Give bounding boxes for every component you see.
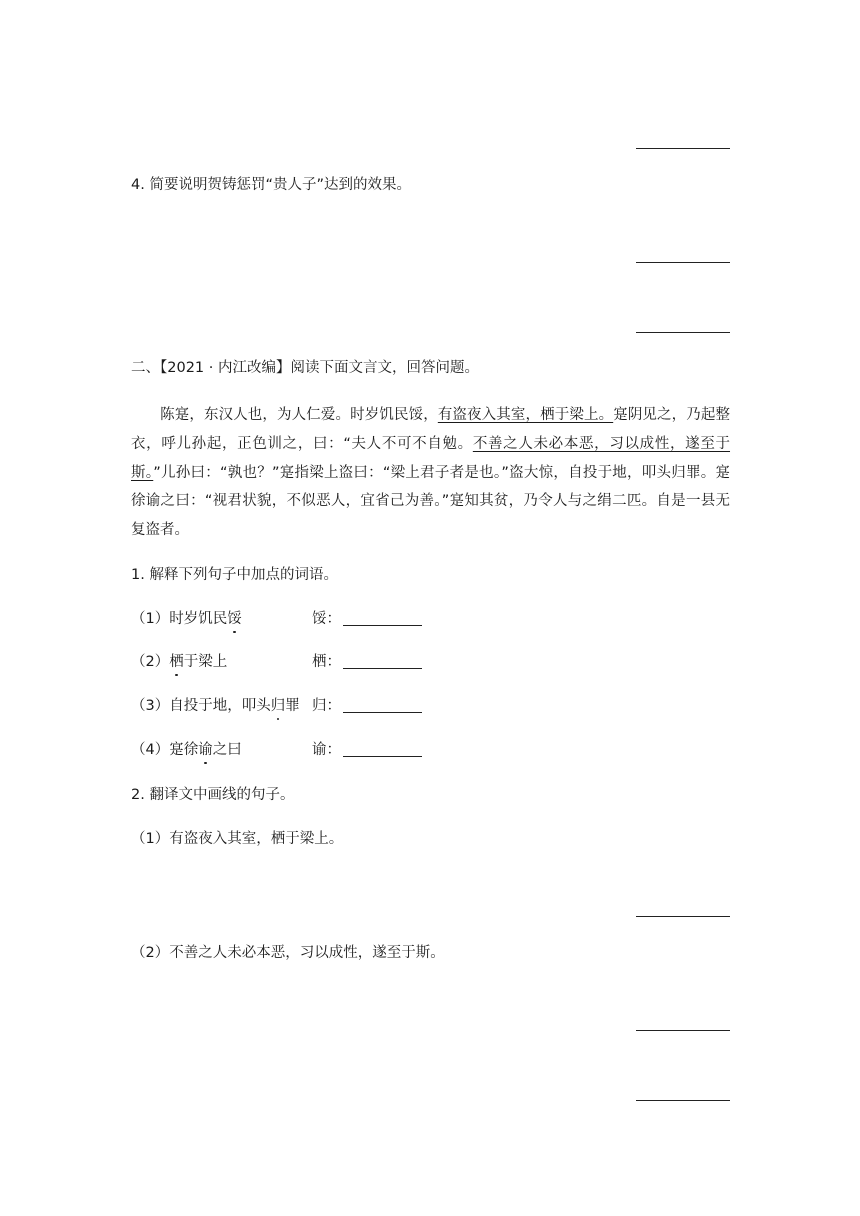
question-1-prompt: 1. 解释下列句子中加点的词语。	[131, 567, 338, 583]
vocab-item: （3）自投于地，叩头归罪	[131, 698, 300, 714]
vocab-item: （4）寔徐谕之曰	[131, 742, 242, 758]
vocab-item: （2）栖于梁上	[131, 654, 228, 670]
fill-blank[interactable]	[343, 712, 422, 713]
vocab-key: 栖：	[312, 654, 341, 670]
answer-line[interactable]	[636, 332, 730, 333]
fill-blank[interactable]	[343, 756, 422, 757]
fill-blank[interactable]	[343, 625, 422, 626]
passage-text: 寔阴见之，乃起整衣，呼儿孙起，正色训之，曰：“夫人不可不自勉。	[131, 407, 731, 452]
translate-item-1: （1）有盗夜入其室，栖于梁上。	[131, 831, 344, 847]
underlined-sentence-2: 不善之人未必本恶，习以成性，遂至于斯。	[131, 435, 731, 481]
dotted-char: 栖	[169, 654, 184, 670]
vocab-key: 馁：	[312, 611, 341, 627]
section-2-heading: 二、【2021 · 内江改编】阅读下面文言文，回答问题。	[131, 360, 479, 376]
answer-line[interactable]	[636, 916, 730, 917]
underlined-sentence-1: 有盗夜入其室，栖于梁上。	[437, 407, 614, 423]
vocab-item: （1）时岁饥民馁	[131, 611, 242, 627]
vocab-key: 归：	[312, 698, 341, 714]
dotted-char: 馁	[227, 611, 242, 627]
translate-item-2: （2）不善之人未必本恶，习以成性，遂至于斯。	[131, 945, 445, 961]
passage-text: ”儿孙曰：“孰也？”寔指梁上盗曰：“梁上君子者是也。”盗大惊，自投于地，叩头归罪。寔徐谕之曰：“视君状貌，不似恶人，宜省己为善。”寔知其贫，乃令人与之绢二匹。自是一县无复盗者。	[131, 464, 731, 539]
fill-blank[interactable]	[343, 668, 422, 669]
classical-passage	[131, 401, 730, 545]
answer-line[interactable]	[636, 262, 730, 263]
dotted-char: 谕	[198, 742, 213, 758]
question-2-prompt: 2. 翻译文中画线的句子。	[131, 787, 295, 803]
vocab-key: 谕：	[312, 742, 341, 758]
dotted-char: 归	[270, 698, 286, 714]
question-4-prompt: 4. 简要说明贺铸惩罚“贵人子”达到的效果。	[131, 177, 411, 193]
answer-line[interactable]	[636, 1030, 730, 1031]
passage-text: 陈寔，东汉人也，为人仁爱。时岁饥民馁，	[160, 407, 438, 423]
answer-line[interactable]	[636, 148, 730, 149]
answer-line[interactable]	[636, 1100, 730, 1101]
